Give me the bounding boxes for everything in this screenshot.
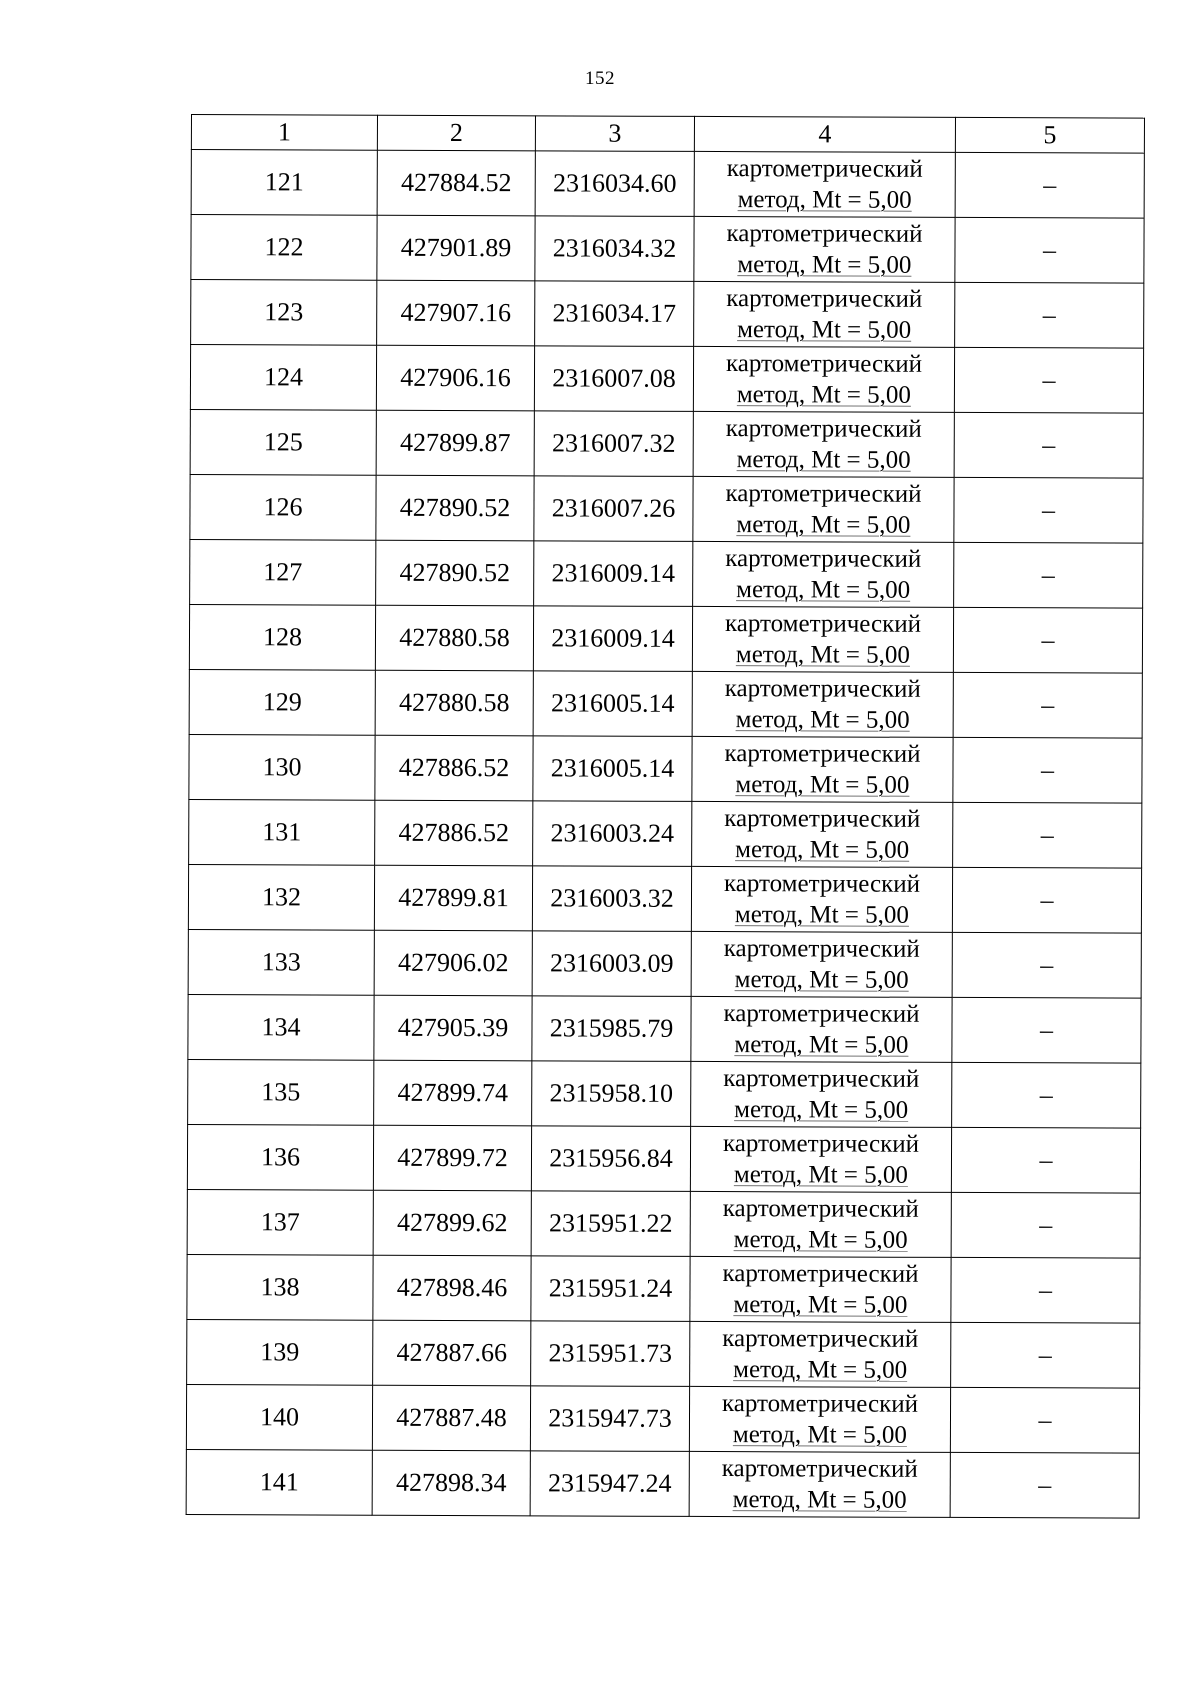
y-coordinate-cell: 2316034.17 xyxy=(535,281,694,347)
note-cell: – xyxy=(954,412,1143,478)
table-row xyxy=(187,1319,1140,1388)
method-line-1: картометрический xyxy=(725,350,923,378)
note-cell: – xyxy=(954,347,1143,413)
method-line-1: картометрический xyxy=(722,1325,919,1353)
x-coordinate-cell: 427884.52 xyxy=(377,150,535,216)
point-number-cell: 140 xyxy=(186,1384,372,1450)
point-number-cell: 124 xyxy=(190,345,376,411)
method-cell xyxy=(692,606,953,672)
method-line-2: метод, Mt = 5,00 xyxy=(735,706,910,734)
point-number-cell: 139 xyxy=(187,1319,373,1385)
point-number-cell: 129 xyxy=(189,669,375,735)
table-row xyxy=(191,215,1144,284)
table-row xyxy=(187,1124,1140,1193)
x-coordinate-cell: 427880.58 xyxy=(375,605,533,671)
header-cell-2: 2 xyxy=(377,115,535,151)
table-row xyxy=(191,280,1144,349)
note-cell: – xyxy=(955,282,1144,348)
method-cell xyxy=(694,281,955,347)
method-line-2: метод, Mt = 5,00 xyxy=(735,836,910,864)
method-line-2: метод, Mt = 5,00 xyxy=(734,1031,909,1059)
note-cell: – xyxy=(955,217,1144,283)
method-cell xyxy=(691,1061,952,1127)
method-cell xyxy=(693,346,954,412)
method-cell xyxy=(693,476,954,542)
table-row xyxy=(189,604,1142,673)
method-cell xyxy=(691,931,952,997)
y-coordinate-cell: 2315958.10 xyxy=(532,1061,691,1127)
method-line-2: метод, Mt = 5,00 xyxy=(733,1161,908,1189)
header-cell-1: 1 xyxy=(191,115,377,151)
method-line-2: метод, Mt = 5,00 xyxy=(733,1291,908,1319)
y-coordinate-cell: 2316003.24 xyxy=(533,801,692,867)
method-line-2: метод, Mt = 5,00 xyxy=(732,1421,907,1449)
note-cell: – xyxy=(954,542,1143,608)
method-cell xyxy=(694,216,955,282)
method-cell xyxy=(693,541,954,607)
method-line-1: картометрический xyxy=(724,610,922,638)
method-line-1: картометрический xyxy=(721,1455,918,1483)
x-coordinate-cell: 427899.81 xyxy=(374,865,532,931)
x-coordinate-cell: 427880.58 xyxy=(375,670,533,736)
point-number-cell: 133 xyxy=(188,929,374,995)
table-body xyxy=(186,150,1144,1519)
x-coordinate-cell: 427887.66 xyxy=(373,1320,531,1386)
table-row xyxy=(190,539,1143,608)
y-coordinate-cell: 2315947.24 xyxy=(530,1451,689,1517)
method-line-1: картометрический xyxy=(722,1260,919,1288)
method-line-2: метод, Mt = 5,00 xyxy=(734,966,909,994)
table-row xyxy=(187,1189,1140,1258)
point-number-cell: 125 xyxy=(190,409,376,475)
note-cell: – xyxy=(953,737,1142,803)
method-cell xyxy=(691,996,952,1062)
x-coordinate-cell: 427890.52 xyxy=(376,540,534,606)
point-number-cell: 135 xyxy=(188,1059,374,1125)
method-line-2: метод, Mt = 5,00 xyxy=(732,1486,907,1514)
method-line-1: картометрический xyxy=(723,1065,920,1093)
method-line-2: метод, Mt = 5,00 xyxy=(735,771,910,799)
point-number-cell: 123 xyxy=(191,280,377,346)
y-coordinate-cell: 2316007.08 xyxy=(534,346,693,412)
y-coordinate-cell: 2316034.60 xyxy=(535,151,694,217)
method-line-1: картометрический xyxy=(726,220,923,248)
x-coordinate-cell: 427907.16 xyxy=(377,280,535,346)
point-number-cell: 132 xyxy=(188,864,374,930)
method-cell xyxy=(692,736,953,802)
table-row xyxy=(190,474,1143,543)
x-coordinate-cell: 427899.74 xyxy=(374,1060,532,1126)
table-row xyxy=(188,994,1141,1063)
method-cell xyxy=(689,1386,950,1452)
note-cell: – xyxy=(953,802,1142,868)
table-row xyxy=(189,669,1142,738)
table-row xyxy=(189,734,1142,803)
note-cell: – xyxy=(952,997,1141,1063)
method-line-1: картометрический xyxy=(725,480,922,508)
point-number-cell: 134 xyxy=(188,994,374,1060)
point-number-cell: 137 xyxy=(187,1189,373,1255)
x-coordinate-cell: 427899.72 xyxy=(373,1125,531,1191)
table-row xyxy=(191,150,1144,219)
x-coordinate-cell: 427899.62 xyxy=(373,1190,531,1256)
x-coordinate-cell: 427906.02 xyxy=(374,930,532,996)
method-line-1: картометрический xyxy=(724,675,921,703)
method-line-2: метод, Mt = 5,00 xyxy=(733,1226,908,1254)
note-cell: – xyxy=(951,1257,1140,1323)
method-line-1: картометрический xyxy=(726,155,923,183)
page-number: 152 xyxy=(585,68,615,89)
method-cell xyxy=(689,1451,950,1517)
note-cell: – xyxy=(951,1127,1140,1193)
table-row xyxy=(188,1059,1141,1128)
method-line-2: метод, Mt = 5,00 xyxy=(737,251,912,279)
x-coordinate-cell: 427886.52 xyxy=(375,800,533,866)
method-line-1: картометрический xyxy=(724,805,921,833)
note-cell: – xyxy=(952,1062,1141,1128)
x-coordinate-cell: 427887.48 xyxy=(372,1385,530,1451)
note-cell: – xyxy=(954,477,1143,543)
x-coordinate-cell: 427886.52 xyxy=(375,735,533,801)
point-number-cell: 136 xyxy=(187,1124,373,1190)
note-cell: – xyxy=(950,1452,1139,1518)
method-line-2: метод, Mt = 5,00 xyxy=(734,901,909,929)
method-line-1: картометрический xyxy=(723,1000,920,1028)
table-row xyxy=(187,1254,1140,1323)
point-number-cell: 121 xyxy=(191,150,377,216)
note-cell: – xyxy=(953,607,1142,673)
x-coordinate-cell: 427890.52 xyxy=(376,475,534,541)
method-cell xyxy=(690,1256,951,1322)
y-coordinate-cell: 2315947.73 xyxy=(530,1386,689,1452)
table-row xyxy=(188,929,1141,998)
method-line-1: картометрический xyxy=(722,1390,919,1418)
method-cell xyxy=(693,411,954,477)
table-row xyxy=(190,345,1143,414)
table-row xyxy=(188,864,1141,933)
table-row xyxy=(186,1384,1139,1453)
y-coordinate-cell: 2315951.73 xyxy=(531,1321,690,1387)
method-line-2: метод, Mt = 5,00 xyxy=(735,641,910,669)
method-line-2: метод, Mt = 5,00 xyxy=(733,1356,908,1384)
method-line-2: метод, Mt = 5,00 xyxy=(736,576,911,604)
method-cell xyxy=(691,866,952,932)
x-coordinate-cell: 427899.87 xyxy=(376,410,534,476)
point-number-cell: 122 xyxy=(191,215,377,281)
note-cell: – xyxy=(955,152,1144,218)
note-cell: – xyxy=(952,932,1141,998)
y-coordinate-cell: 2315985.79 xyxy=(532,996,691,1062)
point-number-cell: 141 xyxy=(186,1449,372,1515)
method-line-2: метод, Mt = 5,00 xyxy=(736,381,911,409)
note-cell: – xyxy=(951,1322,1140,1388)
method-line-1: картометрический xyxy=(725,415,922,443)
y-coordinate-cell: 2316007.26 xyxy=(534,476,693,542)
table-row xyxy=(189,799,1142,868)
method-line-2: метод, Mt = 5,00 xyxy=(734,1096,909,1124)
coordinates-table xyxy=(186,114,1145,1519)
y-coordinate-cell: 2316009.14 xyxy=(534,541,693,607)
table-row xyxy=(190,409,1143,478)
y-coordinate-cell: 2315956.84 xyxy=(531,1126,690,1192)
y-coordinate-cell: 2316005.14 xyxy=(533,671,692,737)
method-cell xyxy=(690,1126,951,1192)
y-coordinate-cell: 2316003.09 xyxy=(532,931,691,997)
method-line-2: метод, Mt = 5,00 xyxy=(737,186,912,214)
method-line-1: картометрический xyxy=(723,935,920,963)
point-number-cell: 127 xyxy=(190,539,376,605)
table-row xyxy=(186,1449,1139,1518)
x-coordinate-cell: 427906.16 xyxy=(376,345,534,411)
method-line-2: метод, Mt = 5,00 xyxy=(736,446,911,474)
method-cell xyxy=(694,151,955,217)
method-line-2: метод, Mt = 5,00 xyxy=(737,316,912,344)
header-cell-5: 5 xyxy=(955,117,1144,153)
note-cell: – xyxy=(951,1192,1140,1258)
note-cell: – xyxy=(952,867,1141,933)
method-cell xyxy=(690,1321,951,1387)
x-coordinate-cell: 427905.39 xyxy=(374,995,532,1061)
table-header xyxy=(191,115,1144,154)
x-coordinate-cell: 427898.46 xyxy=(373,1255,531,1321)
y-coordinate-cell: 2315951.24 xyxy=(531,1256,690,1322)
method-cell xyxy=(692,671,953,737)
method-cell xyxy=(692,801,953,867)
method-line-2: метод, Mt = 5,00 xyxy=(736,511,911,539)
header-cell-3: 3 xyxy=(535,116,694,152)
method-cell xyxy=(690,1191,951,1257)
y-coordinate-cell: 2316009.14 xyxy=(533,606,692,672)
x-coordinate-cell: 427901.89 xyxy=(377,215,535,281)
point-number-cell: 130 xyxy=(189,734,375,800)
method-line-1: картометрический xyxy=(722,1195,919,1223)
header-row xyxy=(191,115,1144,154)
point-number-cell: 128 xyxy=(189,604,375,670)
point-number-cell: 138 xyxy=(187,1254,373,1320)
y-coordinate-cell: 2316034.32 xyxy=(535,216,694,282)
y-coordinate-cell: 2315951.22 xyxy=(531,1191,690,1257)
method-line-1: картометрический xyxy=(723,870,921,898)
note-cell: – xyxy=(950,1387,1139,1453)
header-cell-4: 4 xyxy=(694,116,955,152)
x-coordinate-cell: 427898.34 xyxy=(372,1450,530,1516)
y-coordinate-cell: 2316005.14 xyxy=(533,736,692,802)
method-line-1: картометрический xyxy=(726,285,923,313)
method-line-1: картометрический xyxy=(725,545,922,573)
method-line-1: картометрический xyxy=(722,1130,920,1158)
method-line-1: картометрический xyxy=(724,740,921,768)
y-coordinate-cell: 2316003.32 xyxy=(532,866,691,932)
note-cell: – xyxy=(953,672,1142,738)
point-number-cell: 126 xyxy=(190,474,376,540)
point-number-cell: 131 xyxy=(189,799,375,865)
y-coordinate-cell: 2316007.32 xyxy=(534,411,693,477)
